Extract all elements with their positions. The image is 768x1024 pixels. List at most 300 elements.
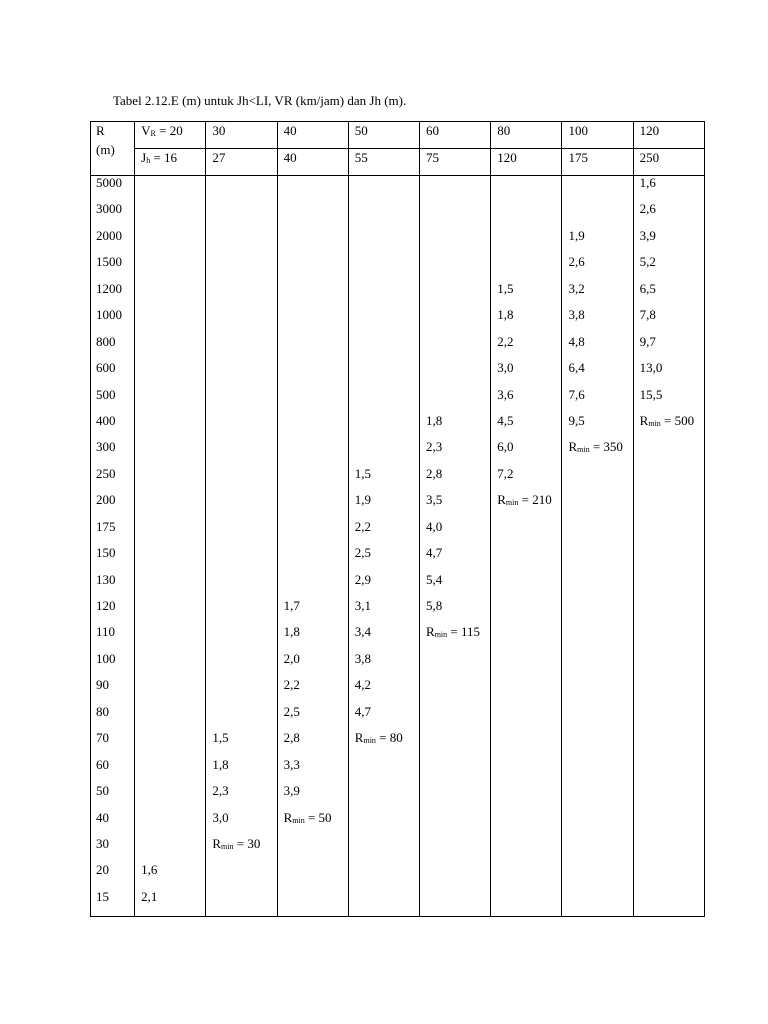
value-cell: 1,5 (354, 465, 372, 481)
value-cell: 9,5 (568, 412, 585, 428)
value-cell (640, 863, 704, 889)
value-cell (568, 758, 632, 784)
value-cell: 2,6 (568, 254, 585, 270)
rmin-label (497, 493, 561, 519)
value-cell (212, 652, 276, 678)
value-cell (212, 520, 276, 546)
value-cell (640, 520, 704, 546)
radius-value: 400 (96, 412, 116, 428)
value-cell: 3,9 (639, 227, 656, 243)
rmin-label (284, 811, 348, 837)
header-row-jh (91, 149, 705, 176)
value-cell (497, 890, 561, 916)
value-cell (284, 837, 348, 863)
value-cell (497, 705, 561, 731)
jh-header-cell: 40 (277, 149, 348, 176)
curve-table (90, 121, 705, 917)
rmin-label (355, 731, 419, 757)
value-cell (141, 335, 205, 361)
value-cell (355, 229, 419, 255)
radius-value: 150 (96, 545, 116, 561)
value-cell (141, 255, 205, 281)
value-cell: 2,2 (354, 518, 372, 534)
value-cell (212, 467, 276, 493)
radius-header-unit: (m) (96, 142, 115, 157)
value-cell: 1,8 (426, 412, 443, 428)
value-cell (141, 837, 205, 863)
value-cell (426, 282, 490, 308)
value-cell (284, 890, 348, 916)
value-cell (497, 811, 561, 837)
value-cell (141, 388, 205, 414)
value-cell (355, 282, 419, 308)
radius-value: 1500 (96, 254, 122, 270)
rmin-symbol: R (568, 439, 578, 455)
jh-header-cell: 175 (562, 149, 633, 176)
value-cell: 3,0 (212, 809, 229, 825)
value-cell: 3,9 (283, 783, 300, 799)
radius-value: 15 (96, 888, 109, 904)
value-cell: 1,9 (354, 492, 372, 508)
value-cell: 2,8 (283, 730, 300, 746)
value-cell: 7,2 (497, 465, 514, 481)
value-cell (426, 811, 490, 837)
value-cell (426, 784, 490, 810)
value-cell: 9,7 (639, 333, 656, 349)
value-cell (284, 202, 348, 228)
value-column (562, 176, 633, 917)
vr-header-cell: 120 (633, 122, 704, 149)
rmin-value: = 50 (304, 809, 332, 825)
value-cell (426, 758, 490, 784)
value-cell (640, 731, 704, 757)
value-cell (640, 625, 704, 651)
value-cell (640, 493, 704, 519)
value-cell (426, 731, 490, 757)
value-cell (284, 282, 348, 308)
value-cell (284, 863, 348, 889)
radius-value: 5000 (96, 175, 122, 190)
value-column (206, 176, 277, 917)
value-cell: 7,8 (639, 307, 656, 323)
value-cell (640, 784, 704, 810)
value-column (420, 176, 491, 917)
value-cell (568, 705, 632, 731)
value-cell (497, 599, 561, 625)
value-cell: 2,3 (426, 439, 443, 455)
value-cell: 1,8 (212, 756, 229, 772)
value-cell (640, 811, 704, 837)
rmin-value: = 115 (447, 624, 480, 640)
value-cell (212, 176, 276, 202)
value-cell: 3,0 (497, 360, 514, 376)
value-cell (640, 758, 704, 784)
rmin-subscript: min (292, 815, 305, 825)
value-cell (284, 388, 348, 414)
value-cell: 4,7 (426, 545, 443, 561)
value-cell (355, 414, 419, 440)
value-cell (141, 811, 205, 837)
radius-value: 300 (96, 439, 116, 455)
value-cell (497, 573, 561, 599)
rmin-subscript: min (505, 498, 519, 508)
value-column (633, 176, 704, 917)
value-cell (497, 255, 561, 281)
value-cell (141, 599, 205, 625)
value-cell: 2,9 (354, 571, 372, 587)
vr-header-cell: 40 (277, 122, 348, 149)
value-cell (426, 863, 490, 889)
value-cell: 3,1 (354, 598, 372, 613)
value-cell (640, 705, 704, 731)
rmin-symbol: R (426, 624, 435, 640)
value-cell (426, 335, 490, 361)
value-cell (497, 678, 561, 704)
rmin-symbol: R (283, 809, 293, 825)
value-cell (640, 890, 704, 916)
rmin-value: = 30 (233, 835, 261, 851)
value-cell (141, 176, 205, 202)
value-cell (640, 440, 704, 466)
value-cell (568, 599, 632, 625)
rmin-label (640, 414, 704, 440)
value-cell (284, 414, 348, 440)
radius-value: 20 (96, 862, 109, 878)
value-cell (640, 599, 704, 625)
value-cell (212, 625, 276, 651)
value-cell: 1,6 (141, 862, 158, 878)
value-cell: 3,8 (568, 307, 585, 323)
value-cell (568, 863, 632, 889)
value-cell (141, 361, 205, 387)
vr-header-cell: 50 (348, 122, 419, 149)
value-cell (497, 520, 561, 546)
radius-value: 500 (96, 386, 116, 402)
value-cell (212, 414, 276, 440)
value-cell (426, 229, 490, 255)
value-cell (568, 625, 632, 651)
value-cell (426, 652, 490, 678)
value-cell (355, 758, 419, 784)
value-cell (355, 176, 419, 202)
radius-value: 60 (96, 756, 109, 772)
value-cell: 1,8 (283, 624, 300, 640)
value-cell (212, 440, 276, 466)
rmin-subscript: min (434, 630, 448, 640)
value-cell (568, 546, 632, 572)
jh-header-cell: $J_h = 16$ (135, 149, 206, 176)
rmin-symbol: R (639, 412, 649, 428)
value-cell (212, 493, 276, 519)
value-cell (426, 388, 490, 414)
rmin-symbol: R (212, 835, 222, 851)
radius-value: 80 (96, 703, 109, 719)
value-cell: 1,9 (568, 227, 585, 243)
vr-header-cell: 30 (206, 122, 277, 149)
value-cell: 4,8 (568, 333, 585, 349)
value-cell: 5,2 (639, 254, 656, 270)
value-cell (212, 388, 276, 414)
value-cell (568, 202, 632, 228)
value-cell (497, 625, 561, 651)
value-cell: 3,6 (497, 386, 514, 402)
value-cell (640, 678, 704, 704)
value-column (348, 176, 419, 917)
value-cell (568, 493, 632, 519)
value-cell (568, 890, 632, 916)
value-cell: 2,0 (283, 650, 300, 666)
value-cell (568, 784, 632, 810)
value-cell: 15,5 (639, 386, 663, 402)
value-cell: 2,6 (639, 201, 656, 217)
value-cell (568, 731, 632, 757)
value-cell (355, 890, 419, 916)
vr-header-cell: 60 (420, 122, 491, 149)
value-cell (141, 467, 205, 493)
value-cell (568, 573, 632, 599)
value-cell (141, 758, 205, 784)
value-cell (141, 282, 205, 308)
value-cell (640, 573, 704, 599)
value-cell (141, 705, 205, 731)
rmin-subscript: min (648, 418, 661, 428)
body-row (91, 176, 705, 917)
value-cell (426, 678, 490, 704)
value-cell (497, 176, 561, 202)
value-cell (426, 255, 490, 281)
value-cell: 1,8 (497, 307, 514, 323)
rmin-label (568, 440, 632, 466)
radius-value: 200 (96, 492, 116, 508)
value-cell (141, 546, 205, 572)
value-cell (355, 863, 419, 889)
value-cell (284, 176, 348, 202)
value-cell (426, 176, 490, 202)
value-cell (497, 758, 561, 784)
rmin-subscript: min (221, 841, 234, 851)
value-cell: 2,5 (354, 545, 372, 561)
value-cell: 1,6 (639, 175, 656, 190)
value-cell (497, 202, 561, 228)
value-cell (355, 784, 419, 810)
value-cell: 13,0 (639, 360, 663, 376)
value-cell (426, 890, 490, 916)
value-cell (212, 678, 276, 704)
value-cell (212, 599, 276, 625)
value-cell (355, 308, 419, 334)
value-cell (284, 335, 348, 361)
value-cell (568, 176, 632, 202)
radius-header-cell (91, 122, 135, 176)
value-cell (141, 520, 205, 546)
value-cell (568, 811, 632, 837)
value-cell (355, 388, 419, 414)
value-cell (212, 308, 276, 334)
value-column (491, 176, 562, 917)
value-cell: 6,5 (639, 280, 656, 296)
value-cell (426, 361, 490, 387)
value-cell (568, 652, 632, 678)
value-column (135, 176, 206, 917)
value-cell (355, 811, 419, 837)
value-cell (141, 229, 205, 255)
jh-header-cell: 120 (491, 149, 562, 176)
value-cell (212, 335, 276, 361)
rmin-label (426, 625, 490, 651)
rmin-subscript: min (577, 445, 590, 455)
value-cell (426, 202, 490, 228)
value-cell (640, 652, 704, 678)
radius-value: 600 (96, 360, 116, 376)
value-cell (355, 255, 419, 281)
value-cell: 1,5 (497, 280, 514, 296)
value-cell (355, 335, 419, 361)
value-cell (497, 731, 561, 757)
jh-header-cell: 75 (420, 149, 491, 176)
value-cell (141, 652, 205, 678)
value-cell (284, 440, 348, 466)
radius-value: 3000 (96, 201, 122, 217)
rmin-label (212, 837, 276, 863)
value-cell (284, 546, 348, 572)
value-cell: 2,1 (141, 888, 158, 904)
value-cell (141, 493, 205, 519)
vr-header-cell: 100 (562, 122, 633, 149)
value-cell: 3,4 (354, 624, 372, 640)
value-cell: 5,8 (426, 598, 443, 613)
value-cell (497, 784, 561, 810)
value-cell (212, 546, 276, 572)
value-cell: 4,5 (497, 412, 514, 428)
value-cell (212, 229, 276, 255)
rmin-symbol: R (354, 730, 364, 746)
vr-header-cell: $V_R = 20$ (135, 122, 206, 149)
rmin-value: = 500 (660, 412, 695, 428)
value-cell (568, 678, 632, 704)
value-cell (212, 573, 276, 599)
value-cell (141, 308, 205, 334)
value-cell (212, 202, 276, 228)
value-cell (212, 863, 276, 889)
value-cell (284, 467, 348, 493)
value-cell (141, 625, 205, 651)
rmin-symbol: R (497, 492, 506, 508)
value-column (277, 176, 348, 917)
radius-column (91, 176, 135, 917)
value-cell: 2,5 (283, 703, 300, 719)
value-cell (640, 546, 704, 572)
radius-value: 40 (96, 809, 109, 825)
rmin-subscript: min (363, 736, 376, 746)
value-cell (426, 837, 490, 863)
value-cell (355, 440, 419, 466)
radius-value: 110 (96, 624, 116, 640)
value-cell: 6,4 (568, 360, 585, 376)
value-cell (141, 784, 205, 810)
value-cell (212, 361, 276, 387)
value-cell (212, 255, 276, 281)
vr-header-cell: 80 (491, 122, 562, 149)
value-cell (284, 573, 348, 599)
value-cell: 2,2 (497, 333, 514, 349)
value-cell (426, 705, 490, 731)
value-cell (355, 361, 419, 387)
value-cell (284, 229, 348, 255)
value-cell (212, 705, 276, 731)
radius-value: 50 (96, 783, 109, 799)
rmin-value: = 210 (518, 492, 552, 508)
value-cell (355, 837, 419, 863)
radius-value: 70 (96, 730, 109, 746)
value-cell (497, 652, 561, 678)
value-cell (497, 546, 561, 572)
value-cell: 1,5 (212, 730, 229, 746)
radius-value: 1200 (96, 280, 122, 296)
table-caption: Tabel 2.12.E (m) untuk Jh<LI, VR (km/jam) dan Jh (m). (113, 93, 407, 108)
value-cell (212, 282, 276, 308)
value-cell (568, 467, 632, 493)
value-cell (141, 440, 205, 466)
value-cell: 3,2 (568, 280, 585, 296)
jh-header-cell: 27 (206, 149, 277, 176)
radius-value: 130 (96, 571, 116, 587)
radius-value: 90 (96, 677, 109, 693)
value-cell (141, 573, 205, 599)
value-cell (141, 414, 205, 440)
value-cell: 3,3 (283, 756, 300, 772)
value-cell: 5,4 (426, 571, 443, 587)
value-cell (640, 837, 704, 863)
radius-value: 800 (96, 333, 116, 349)
value-cell: 4,0 (426, 518, 443, 534)
value-cell (141, 678, 205, 704)
value-cell (284, 308, 348, 334)
value-cell: 2,3 (212, 783, 229, 799)
radius-value: 250 (96, 465, 116, 481)
radius-value: 120 (96, 598, 116, 613)
value-cell (426, 308, 490, 334)
value-cell (355, 202, 419, 228)
value-cell (497, 837, 561, 863)
value-cell: 4,7 (354, 703, 372, 719)
value-cell (141, 202, 205, 228)
value-cell (284, 361, 348, 387)
rmin-value: = 80 (375, 730, 403, 746)
value-cell: 2,2 (283, 677, 300, 693)
value-cell (497, 229, 561, 255)
value-cell (141, 731, 205, 757)
value-cell (284, 493, 348, 519)
value-cell: 4,2 (354, 677, 372, 693)
radius-value: 2000 (96, 227, 122, 243)
jh-header-cell: 250 (633, 149, 704, 176)
rmin-value: = 350 (589, 439, 623, 455)
value-cell (568, 520, 632, 546)
value-cell: 2,8 (426, 465, 443, 481)
jh-header-cell: 55 (348, 149, 419, 176)
header-row-vr (91, 122, 705, 149)
radius-value: 30 (96, 835, 109, 851)
radius-value: 175 (96, 518, 116, 534)
value-cell: 3,8 (354, 650, 372, 666)
value-cell (212, 890, 276, 916)
radius-value: 100 (96, 650, 116, 666)
value-cell: 3,5 (426, 492, 443, 508)
value-cell: 7,6 (568, 386, 585, 402)
radius-header-label: R (96, 123, 105, 138)
value-cell (497, 863, 561, 889)
value-cell (568, 837, 632, 863)
